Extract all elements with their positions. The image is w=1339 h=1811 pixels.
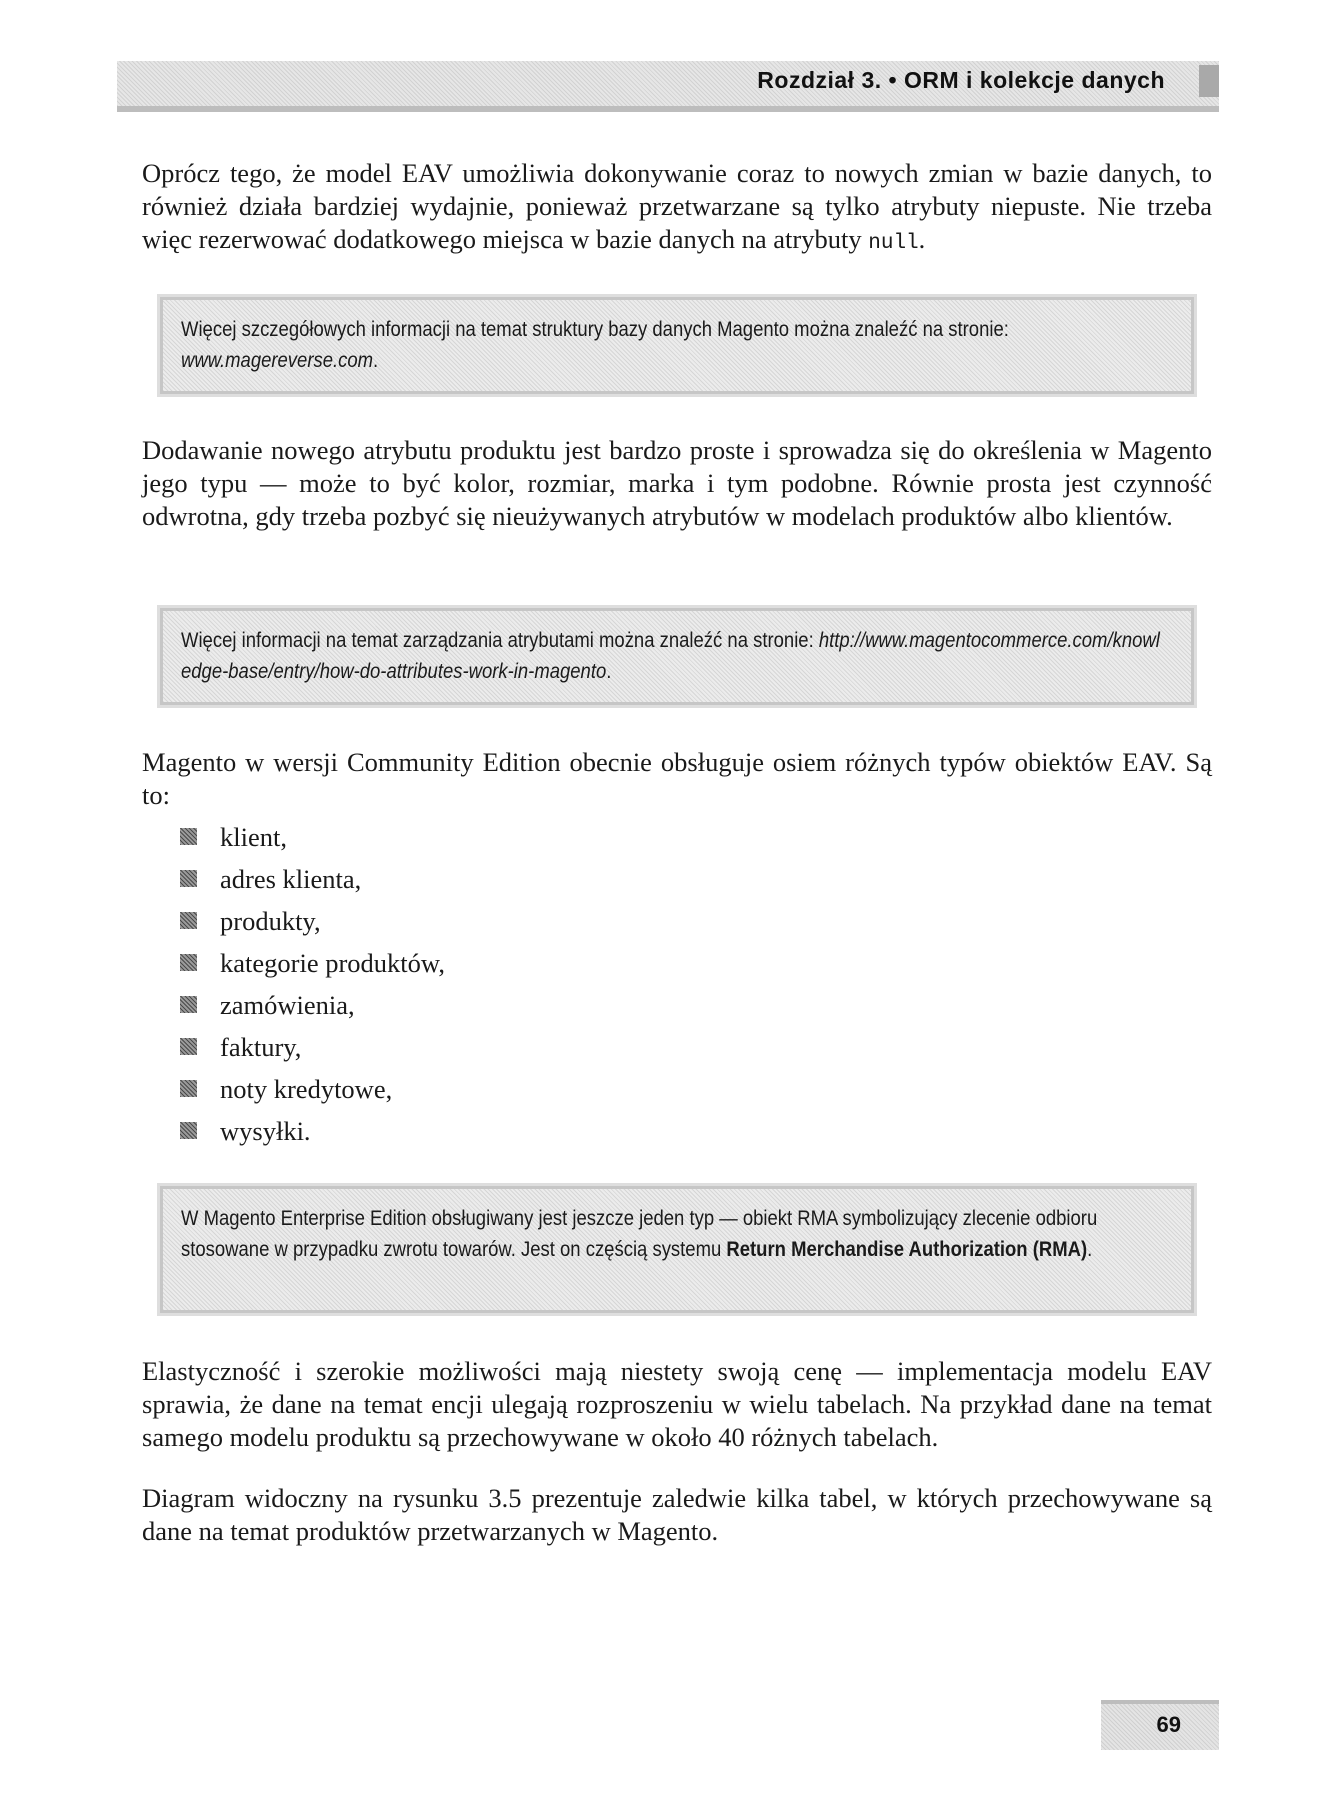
note-link[interactable]: www.magereverse.com — [181, 349, 374, 372]
list-item-text: produkty, — [220, 906, 321, 936]
square-bullet-icon — [180, 1080, 197, 1097]
note-end: . — [373, 349, 379, 372]
running-header — [117, 61, 1219, 112]
note-text: Więcej szczegółowych informacji na temat struktury bazy danych Magento można znaleźć na stronie: — [181, 318, 1009, 341]
square-bullet-icon — [180, 1038, 197, 1055]
note-text: Więcej informacji na temat zarządzania atrybutami można znaleźć na stronie: — [181, 629, 819, 652]
square-bullet-icon — [180, 870, 197, 887]
note-end: . — [1087, 1238, 1093, 1261]
list-item-text: adres klienta, — [220, 864, 362, 894]
list-item-text: noty kredytowe, — [220, 1074, 393, 1104]
paragraph-diagram-ref: Diagram widoczny na rysunku 3.5 prezentuje zaledwie kilka tabel, w których przechowywane są dane na temat produktów przetwarzanych w Magento. — [142, 1483, 1212, 1546]
note-text: W Magento Enterprise Edition obsługiwany jest jeszcze jeden typ — obiekt RMA symbolizujący zlecenie odbioru stosowane w przypadku zwrotu towarów. Jest on częścią systemu — [181, 1207, 1098, 1261]
note-end: . — [606, 660, 612, 683]
square-bullet-icon — [180, 912, 197, 929]
paragraph-eav-cost: Elastyczność i szerokie możliwości mają niestety swoją cenę — implementacja modelu EAV sprawia, że dane na temat encji ulegają rozproszeniu w wielu tabelach. Na przykład dane na temat samego modelu produktu są przechowywane w około 40 różnych tabelach. — [142, 1356, 1212, 1452]
list-item — [180, 858, 445, 900]
list-item — [180, 900, 445, 942]
list-item — [180, 1110, 445, 1152]
note-enterprise-rma — [160, 1186, 1194, 1313]
paragraph-eav-efficiency — [142, 157, 1212, 260]
list-item-text: faktury, — [220, 1032, 302, 1062]
header-tab-marker — [1199, 65, 1219, 97]
paragraph-text: Oprócz tego, że model EAV umożliwia dokonywanie coraz to nowych zmian w bazie danych, to również działa bardziej wydajnie, ponieważ przetwarzane są tylko atrybuty niepuste. Nie trzeba więc rezerwować dodatkowego miejsca w bazie danych na atrybuty — [142, 158, 1212, 254]
note-attributes-link — [160, 608, 1194, 705]
note-magereverse — [160, 297, 1194, 394]
square-bullet-icon — [180, 996, 197, 1013]
chapter-title: Rozdział 3. • ORM i kolekcje danych — [757, 67, 1165, 93]
list-item — [180, 984, 445, 1026]
paragraph-eav-types-intro: Magento w wersji Community Edition obecnie obsługuje osiem różnych typów obiektów EAV. Są to: — [142, 747, 1212, 810]
page-number: 69 — [1156, 1712, 1181, 1737]
square-bullet-icon — [180, 954, 197, 971]
page-footer — [1101, 1700, 1219, 1750]
eav-types-list — [180, 816, 445, 1152]
note-link[interactable]: http://www.magentocommerce.com/knowledge-base/entry/how-do-attributes-work-in-magento — [181, 629, 1160, 683]
list-item-text: zamówienia, — [220, 990, 355, 1020]
list-item-text: kategorie produktów, — [220, 948, 445, 978]
list-item — [180, 1068, 445, 1110]
paragraph-adding-attribute: Dodawanie nowego atrybutu produktu jest bardzo proste i sprowadza się do określenia w Magento jego typu — może to być kolor, rozmiar, marka i tym podobne. Równie prosta jest czynność odwrotna, gdy trzeba pozbyć się nieużywanych atrybutów w modelach produktów albo klientów. — [142, 435, 1212, 531]
list-item-text: wysyłki. — [220, 1116, 311, 1146]
list-item — [180, 816, 445, 858]
list-item-text: klient, — [220, 822, 287, 852]
paragraph-end: . — [918, 224, 926, 254]
list-item — [180, 1026, 445, 1068]
code-null: null — [868, 232, 919, 255]
square-bullet-icon — [180, 1122, 197, 1139]
list-item — [180, 942, 445, 984]
square-bullet-icon — [180, 828, 197, 845]
note-bold-term: Return Merchandise Authorization (RMA) — [726, 1238, 1088, 1261]
